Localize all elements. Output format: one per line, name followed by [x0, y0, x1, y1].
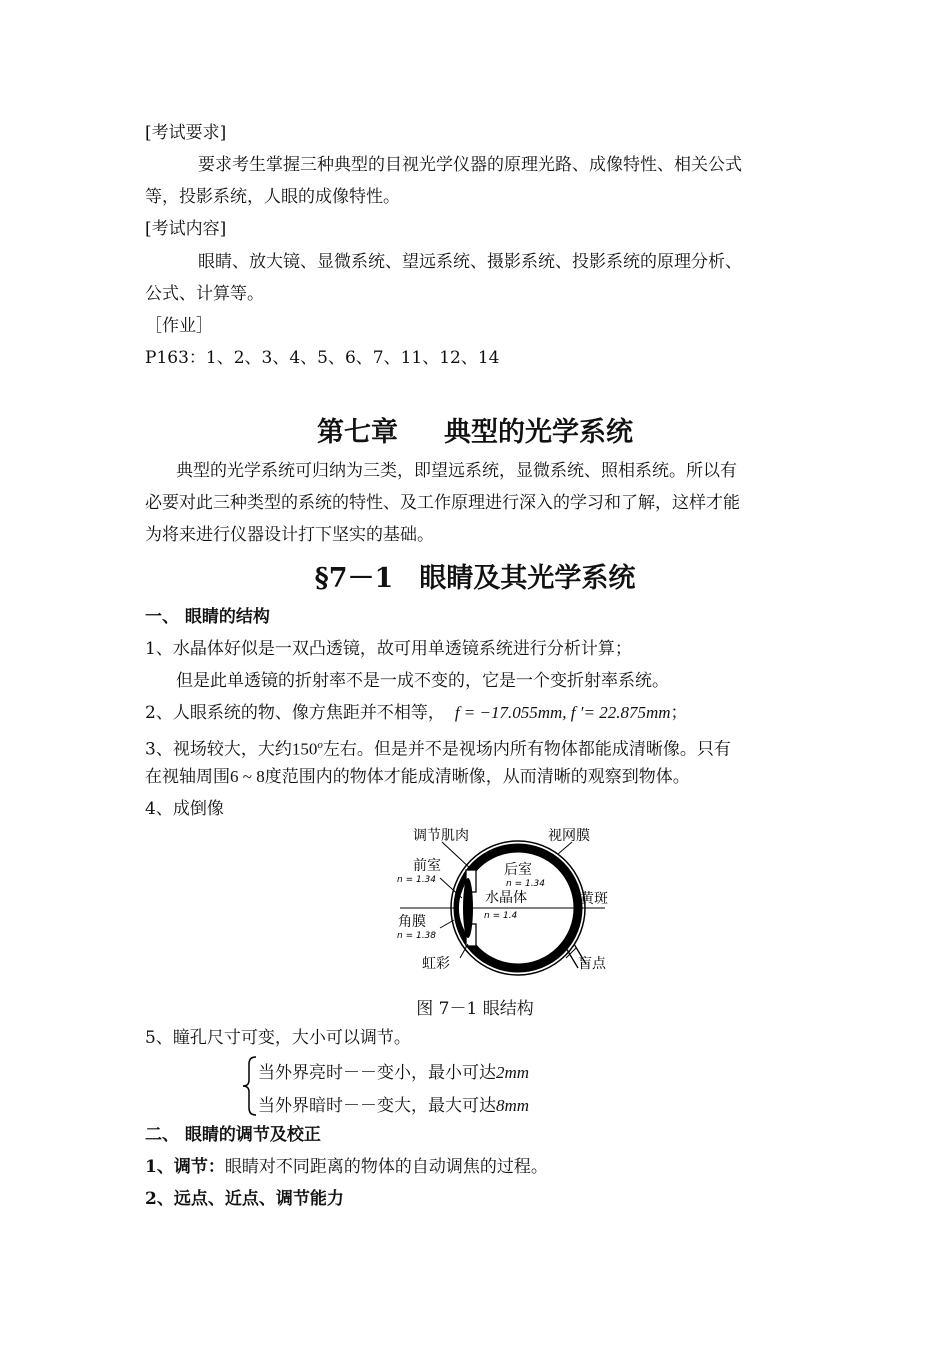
part1-item-3a [145, 734, 731, 761]
item3-text-b: 左右。但是并不是视场内所有物体都能成清晰像。只有 [322, 739, 731, 760]
part1-item-1b: 但是此单透镜的折射率不是一成不变的，它是一个变折射率系统。 [176, 671, 669, 691]
muscle-leader [442, 842, 472, 870]
focal-length-formula: f = −17.055mm, f ′= 22.875mm [454, 703, 671, 722]
part1-item-1: 1、水晶体好似是一双凸透镜，故可用单透镜系统进行分析计算； [145, 639, 632, 659]
exam-requirements-line-1: 要求考生掌握三种典型的目视光学仪器的原理光路、成像特性、相关公式 [198, 155, 742, 175]
section-title [0, 556, 950, 595]
label-lens-n: n = 1.4 [484, 911, 518, 921]
pupil-bright-line [258, 1058, 529, 1083]
cornea-leader [440, 920, 454, 928]
label-back-chamber: 后室 [504, 862, 532, 878]
bright-text: 当外界亮时－－变小，最小可达 [258, 1063, 496, 1083]
chapter-name: 典型的光学系统 [444, 417, 633, 448]
chapter-number: 第七章 [317, 417, 398, 448]
dark-value: 8mm [496, 1096, 530, 1115]
item-5: 5、瞳孔尺寸可变，大小可以调节。 [145, 1028, 411, 1048]
part2-heading: 二、 眼睛的调节及校正 [145, 1125, 321, 1145]
adjust-label: 1、调节： [145, 1157, 225, 1177]
label-cornea-n: n = 1.38 [397, 931, 437, 941]
homework-list: P163：1、2、3、4、5、6、7、11、12、14 [145, 348, 500, 368]
part1-item-4: 4、成倒像 [145, 799, 224, 819]
field-angle-value: 150 [291, 739, 318, 759]
item3-text-a: 3、视场较大，大约 [145, 739, 292, 760]
exam-content-line-1: 眼睛、放大镜、显微系统、望远系统、摄影系统、投影系统的原理分析、 [198, 252, 742, 272]
pupil-dark-line [258, 1091, 529, 1116]
label-iris: 虹彩 [422, 956, 450, 972]
label-back-n: n = 1.34 [506, 879, 546, 889]
label-muscle: 调节肌肉 [413, 828, 469, 844]
label-cornea: 角膜 [398, 914, 426, 930]
figure-caption: 图 7－1 眼结构 [416, 999, 534, 1019]
crystalline-lens [463, 878, 473, 938]
label-blind-spot: 盲点 [578, 956, 606, 972]
label-front-chamber: 前室 [413, 858, 441, 874]
item2-end: ； [670, 703, 688, 723]
exam-requirements-heading: [考试要求] [145, 123, 227, 143]
item3-text-d: 度范围内的物体才能成清晰像，从而清晰的观察到物体。 [264, 767, 690, 787]
chapter-title [0, 410, 950, 449]
exam-content-line-2: 公式、计算等。 [145, 284, 264, 304]
homework-heading: ［作业］ [145, 316, 213, 336]
part2-item-2: 2、远点、近点、调节能力 [145, 1189, 344, 1209]
part2-item-1 [145, 1156, 548, 1178]
section-number: §7－1 [314, 563, 394, 594]
intro-line-2: 必要对此三种类型的系统的特性、及工作原理进行深入的学习和了解，这样才能 [145, 493, 740, 513]
label-front-n: n = 1.34 [397, 875, 437, 885]
item2-text: 2、人眼系统的物、像方焦距并不相等， [145, 703, 445, 723]
section-name: 眼睛及其光学系统 [419, 563, 636, 594]
exam-requirements-line-2: 等，投影系统，人眼的成像特性。 [145, 187, 400, 207]
brace-icon [242, 1056, 258, 1116]
label-lens: 水晶体 [485, 890, 527, 906]
intro-line-3: 为将来进行仪器设计打下坚实的基础。 [145, 525, 434, 545]
item3-text-c: 在视轴周围 [145, 767, 230, 787]
adjust-text: 眼睛对不同距离的物体的自动调焦的过程。 [224, 1157, 548, 1177]
bright-value: 2mm [496, 1063, 530, 1082]
intro-line-1: 典型的光学系统可归纳为三类，即望远系统，显微系统、照相系统。所以有 [176, 461, 737, 481]
part1-heading: 一、 眼睛的结构 [145, 607, 270, 627]
exam-content-heading: [考试内容] [145, 219, 227, 239]
clear-view-range: 6 ~ 8 [230, 767, 265, 786]
part1-item-2 [145, 702, 688, 724]
eye-structure-diagram [380, 820, 620, 980]
part1-item-3b [145, 766, 690, 788]
label-macula: 黄斑 [580, 891, 608, 907]
degree-sup: o [317, 739, 323, 751]
label-retina: 视网膜 [548, 828, 590, 844]
dark-text: 当外界暗时－－变大，最大可达 [258, 1096, 496, 1116]
